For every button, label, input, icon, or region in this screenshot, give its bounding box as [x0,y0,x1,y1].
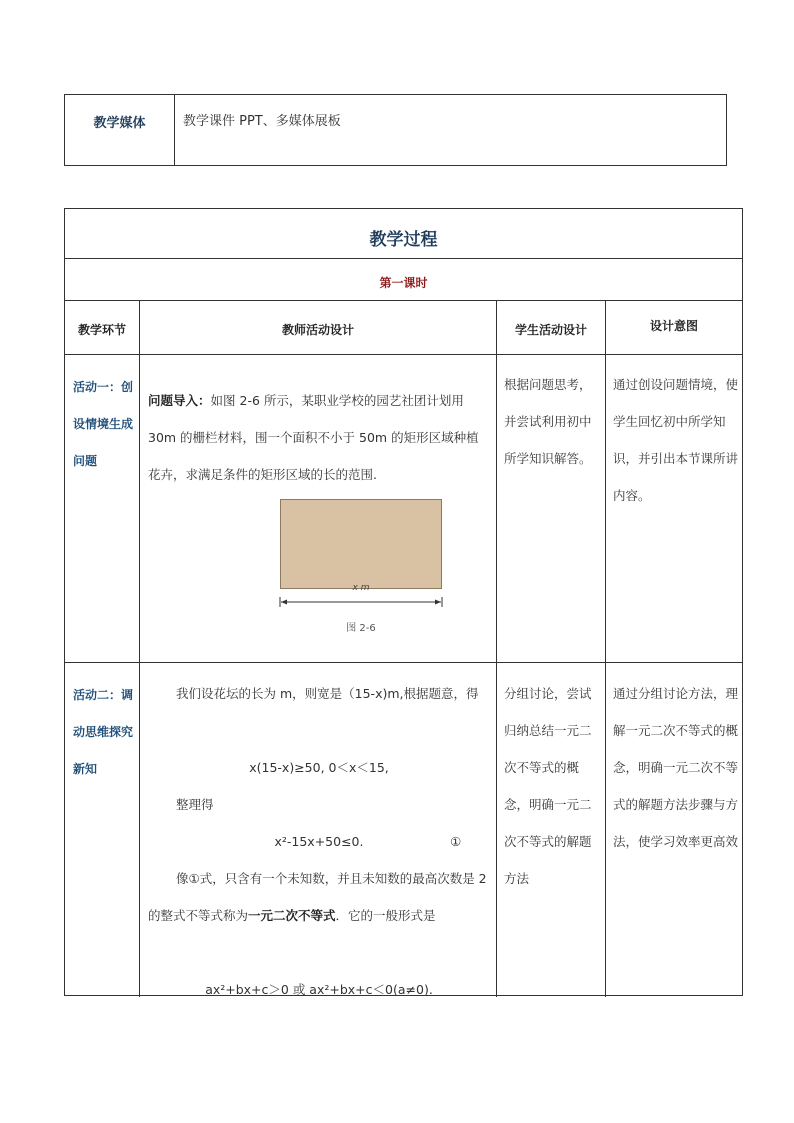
activity2-formula1: x(15-x)≥50, 0＜x＜15, [249,760,389,775]
activity2-p1: 我们设花坛的长为 m，则宽是（15-x)m,根据题意，得 [176,686,479,701]
activity2-student-cell [497,663,606,997]
activity2-row [65,663,742,997]
header-row [65,301,742,355]
process-title-row [65,209,742,259]
activity2-intent-cell [606,663,742,997]
activity2-formula2: x²-15x+50≤0. [274,834,364,849]
activity2-label: 活动二：调动思维探究新知 [73,688,134,776]
activity1-lead: 问题导入： [148,393,211,408]
activity1-intent: 通过创设问题情境，使学生回忆初中所学知识，并引出本节课所讲内容。 [613,377,739,503]
media-label: 教学媒体 [65,95,175,165]
header-cell-stage [65,301,140,354]
process-title: 教学过程 [369,230,438,250]
header-student: 学生活动设计 [514,323,587,337]
activity2-formula3: ax²+bx+c＞0 或 ax²+bx+c＜0(a≠0). [205,982,433,997]
activity1-student: 根据问题思考，并尝试利用初中所学知识解答。 [504,377,592,466]
activity1-row [65,355,742,663]
lesson-title: 第一课时 [379,276,428,290]
activity2-p3 [148,860,490,934]
activity1-teacher-cell [140,355,497,662]
activity2-p3a: 像①式，只含有一个未知数，并且未知数的最高次数是 2 的整式不等式称为 [148,871,487,923]
activity1-intent-cell [606,355,742,662]
figure-caption: 图 2-6 [346,623,376,634]
header-cell-student [497,301,606,354]
activity1-teacher-text [148,382,490,493]
activity1-student-cell [497,355,606,662]
activity2-student: 分组讨论，尝试归纳总结一元二次不等式的概念，明确一元二次不等式的解题方法 [504,686,592,886]
activity2-p2: 整理得 [176,797,214,812]
activity2-teacher-cell [140,663,497,997]
header-intent: 设计意图 [649,319,698,333]
figure-2-6 [278,499,444,639]
process-table [64,208,743,996]
activity2-stage-cell [65,663,140,997]
dimension-label: x m [352,583,370,593]
header-cell-intent [606,301,742,354]
formula-mark: ① [450,834,462,849]
activity2-term: 一元二次不等式 [248,908,336,923]
activity1-stage-cell [65,355,140,662]
header-teacher: 教师活动设计 [281,323,354,337]
dimension-arrow [278,595,444,609]
activity1-label: 活动一：创设情境生成问题 [73,380,134,468]
activity2-p3c: ．它的一般形式是 [335,908,436,923]
header-stage: 教学环节 [77,323,126,337]
activity2-intent: 通过分组讨论方法，理解一元二次不等式的概念，明确一元二次不等式的解题方法步骤与方法，使学习效率更高效 [613,686,739,849]
media-value: 教学课件 PPT、多媒体展板 [183,114,341,129]
lesson-row [65,259,742,301]
header-cell-teacher [140,301,497,354]
media-table [64,94,727,166]
activity1-body: 如图 2-6 所示，某职业学校的园艺社团计划用 30m 的栅栏材料，围一个面积不小于 50m 的矩形区域种植花卉，求满足条件的矩形区域的长的范围. [148,393,479,482]
rectangle-region [280,499,442,589]
